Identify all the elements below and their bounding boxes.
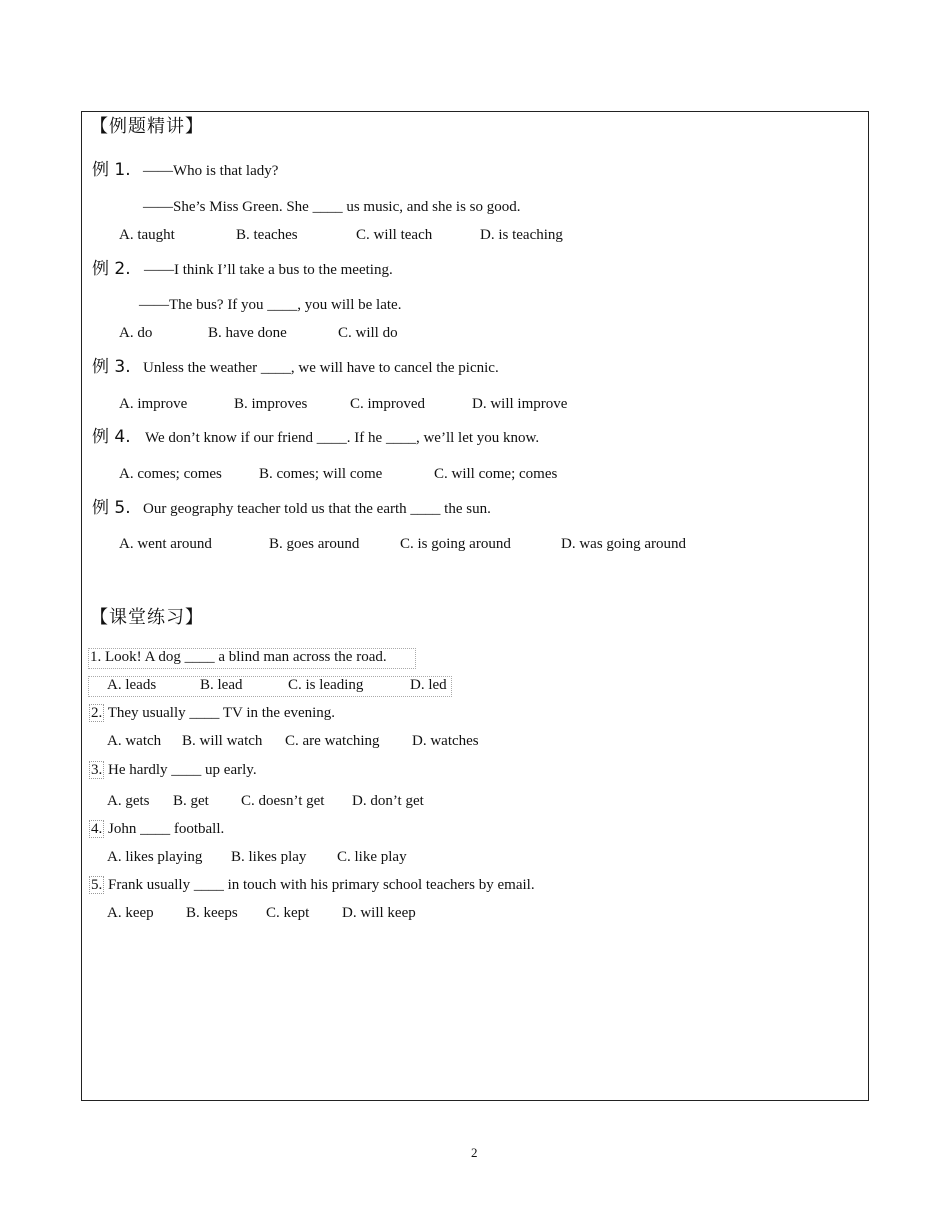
practice-3-option-c: C. doesn’t get <box>241 793 325 809</box>
example-1-option-d: D. is teaching <box>480 227 563 243</box>
practice-5-option-b: B. keeps <box>186 905 238 921</box>
practice-3-number: 3. <box>91 762 103 778</box>
practice-2-option-d: D. watches <box>412 733 479 749</box>
example-3-option-d: D. will improve <box>472 396 568 412</box>
practice-3-text: He hardly ____ up early. <box>104 762 257 778</box>
practice-4-option-b: B. likes play <box>231 849 307 865</box>
example-4-line-1: We don’t know if our friend ____. If he ____, we’ll let you know. <box>145 430 540 446</box>
example-1-line-2: ——She’s Miss Green. She ____ us music, and she is so good. <box>143 199 521 215</box>
practice-section-title: 【课堂练习】 <box>90 607 204 628</box>
practice-1-question <box>90 649 387 666</box>
example-1-line-1: ——Who is that lady? <box>143 163 279 179</box>
example-2-option-b: B. have done <box>208 325 287 341</box>
example-5-option-c: C. is going around <box>400 536 511 552</box>
practice-2-option-a: A. watch <box>107 733 162 749</box>
example-1-option-a: A. taught <box>119 227 175 243</box>
practice-2-option-b: B. will watch <box>182 733 263 749</box>
example-3-line-1: Unless the weather ____, we will have to cancel the picnic. <box>143 360 499 376</box>
example-4-option-a: A. comes; comes <box>119 466 222 482</box>
example-2-label: 例 2. <box>92 259 131 279</box>
practice-1-option-a: A. leads <box>107 677 157 693</box>
practice-2-text: They usually ____ TV in the evening. <box>104 705 336 721</box>
example-5-option-b: B. goes around <box>269 536 360 552</box>
practice-5-question <box>89 877 535 894</box>
practice-3-option-d: D. don’t get <box>352 793 424 809</box>
practice-4-text: John ____ football. <box>104 821 225 837</box>
examples-section-title: 【例题精讲】 <box>90 116 204 137</box>
example-5-option-d: D. was going around <box>561 536 686 552</box>
example-2-option-a: A. do <box>119 325 153 341</box>
example-2-line-1: ——I think I’ll take a bus to the meeting. <box>144 262 393 278</box>
practice-3-option-b: B. get <box>173 793 209 809</box>
practice-2-option-c: C. are watching <box>285 733 380 749</box>
practice-2-number: 2. <box>91 705 103 721</box>
example-2-line-2: ——The bus? If you ____, you will be late. <box>139 297 402 313</box>
example-3-option-b: B. improves <box>234 396 308 412</box>
example-5-option-a: A. went around <box>119 536 212 552</box>
practice-1-text: Look! A dog ____ a blind man across the road. <box>101 649 387 665</box>
example-5-line-1: Our geography teacher told us that the earth ____ the sun. <box>143 501 491 517</box>
practice-1-number: 1. <box>90 649 102 665</box>
example-3-option-c: C. improved <box>350 396 425 412</box>
practice-3-question <box>89 762 257 779</box>
example-2-option-c: C. will do <box>338 325 398 341</box>
practice-1-option-b: B. lead <box>200 677 243 693</box>
practice-4-option-c: C. like play <box>337 849 407 865</box>
practice-5-option-a: A. keep <box>107 905 154 921</box>
practice-4-option-a: A. likes playing <box>107 849 203 865</box>
example-1-option-c: C. will teach <box>356 227 433 243</box>
practice-5-option-c: C. kept <box>266 905 310 921</box>
example-4-label: 例 4. <box>92 427 131 447</box>
example-1-label: 例 1. <box>92 160 131 180</box>
practice-5-number: 5. <box>91 877 103 893</box>
practice-5-text: Frank usually ____ in touch with his primary school teachers by email. <box>104 877 535 893</box>
practice-4-question <box>89 821 224 838</box>
practice-4-number: 4. <box>91 821 103 837</box>
practice-3-option-a: A. gets <box>107 793 150 809</box>
example-3-label: 例 3. <box>92 357 131 377</box>
example-4-option-b: B. comes; will come <box>259 466 383 482</box>
example-4-option-c: C. will come; comes <box>434 466 558 482</box>
example-5-label: 例 5. <box>92 498 131 518</box>
practice-1-option-c: C. is leading <box>288 677 364 693</box>
practice-1-option-d: D. led <box>410 677 447 693</box>
example-3-option-a: A. improve <box>119 396 188 412</box>
practice-5-option-d: D. will keep <box>342 905 416 921</box>
practice-2-question <box>89 705 335 722</box>
example-1-option-b: B. teaches <box>236 227 298 243</box>
page-number: 2 <box>471 1145 478 1160</box>
